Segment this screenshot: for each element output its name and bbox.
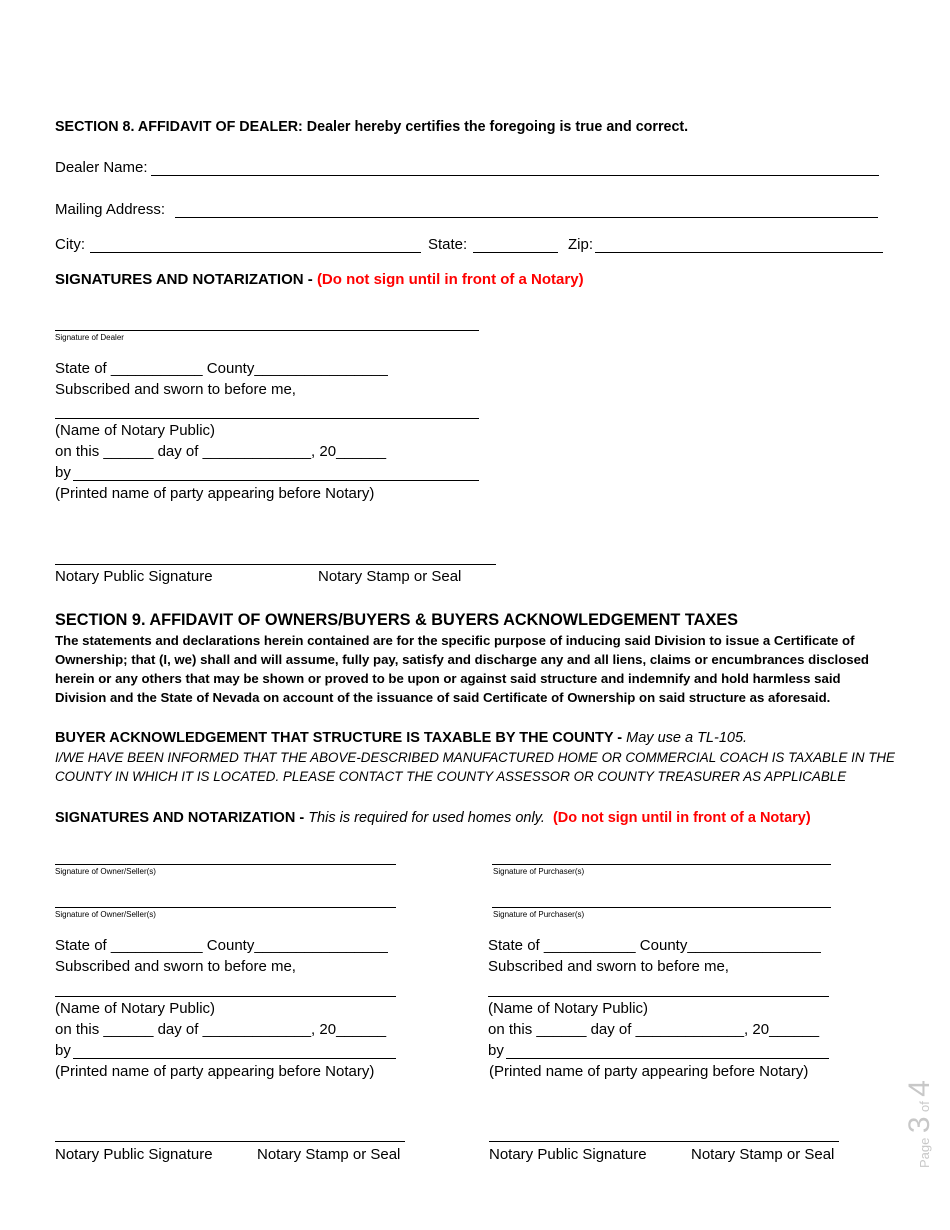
state-label: State:	[428, 236, 468, 253]
owner-notary-date-line: on this ______ day of _____________, 20______	[55, 1021, 387, 1038]
purchaser-notary-name-line[interactable]	[488, 996, 829, 997]
notary-public-signature-label: Notary Public Signature	[55, 568, 213, 585]
owner-notary-printed-name-label: (Printed name of party appearing before Notary)	[55, 1063, 375, 1080]
owner-signature-line-2[interactable]	[55, 907, 396, 908]
purchaser-signature-caption-1: Signature of Purchaser(s)	[493, 867, 585, 876]
purchaser-notary-subscribed: Subscribed and sworn to before me,	[488, 958, 729, 975]
state-field[interactable]	[473, 252, 558, 253]
purchaser-signature-line-1[interactable]	[492, 864, 831, 865]
purchaser-notary-stamp-label: Notary Stamp or Seal	[691, 1146, 835, 1163]
mailing-address-label: Mailing Address:	[55, 201, 166, 218]
owner-signature-line-1[interactable]	[55, 864, 396, 865]
mailing-address-field[interactable]	[175, 217, 878, 218]
owner-signature-caption-1: Signature of Owner/Seller(s)	[55, 867, 156, 876]
purchaser-notary-signature-line[interactable]	[489, 1141, 839, 1142]
notary-signature-line[interactable]	[55, 564, 496, 565]
owner-notary-name-line[interactable]	[55, 996, 396, 997]
buyer-ack-heading: BUYER ACKNOWLEDGEMENT THAT STRUCTURE IS TAXABLE BY THE COUNTY - May use a TL-105.	[55, 730, 748, 746]
owner-notary-state-county: State of ___________ County________________	[55, 937, 388, 954]
purchaser-notary-name-label: (Name of Notary Public)	[488, 1000, 649, 1017]
notary-printed-name-label: (Printed name of party appearing before Notary)	[55, 485, 375, 502]
zip-field[interactable]	[595, 252, 883, 253]
notary-name-label: (Name of Notary Public)	[55, 422, 216, 439]
buyer-ack-line1: I/WE HAVE BEEN INFORMED THAT THE ABOVE-DESCRIBED MANUFACTURED HOME OR COMMERCIAL COACH IS TAXABLE IN THE	[55, 750, 895, 765]
notary-by-label: by	[55, 464, 71, 481]
owner-notary-subscribed: Subscribed and sworn to before me,	[55, 958, 296, 975]
section9-heading: SECTION 9. AFFIDAVIT OF OWNERS/BUYERS & BUYERS ACKNOWLEDGEMENT TAXES	[55, 611, 738, 629]
section9-sig-heading: SIGNATURES AND NOTARIZATION - This is required for used homes only. (Do not sign until in front of a Notary)	[55, 810, 811, 826]
notary-state-county: State of ___________ County________________	[55, 360, 388, 377]
buyer-ack-line2: COUNTY IN WHICH IT IS LOCATED. PLEASE CONTACT THE COUNTY ASSESSOR OR COUNTY TREASURER AS APPLICABLE	[55, 769, 847, 784]
purchaser-notary-public-signature-label: Notary Public Signature	[489, 1146, 647, 1163]
purchaser-signature-caption-2: Signature of Purchaser(s)	[493, 910, 585, 919]
notary-name-line[interactable]	[55, 418, 479, 419]
city-label: City:	[55, 236, 85, 253]
purchaser-notary-by-field[interactable]	[506, 1058, 829, 1059]
owner-notary-name-label: (Name of Notary Public)	[55, 1000, 216, 1017]
owner-notary-by-field[interactable]	[73, 1058, 396, 1059]
purchaser-notary-state-county: State of ___________ County________________	[488, 937, 821, 954]
owner-notary-public-signature-label: Notary Public Signature	[55, 1146, 213, 1163]
section8-heading: SECTION 8. AFFIDAVIT OF DEALER: Dealer hereby certifies the foregoing is true and correct.	[55, 119, 689, 135]
owner-notary-signature-line[interactable]	[55, 1141, 405, 1142]
owner-notary-by-label: by	[55, 1042, 71, 1059]
dealer-name-label: Dealer Name:	[55, 159, 148, 176]
dealer-signature-line[interactable]	[55, 330, 479, 331]
notary-stamp-label: Notary Stamp or Seal	[318, 568, 462, 585]
section9-statement: The statements and declarations herein contained are for the specific purpose of inducing said Division to issue a Certificate of Ownership; that (I, we) shall and will assume, fully pay, satisfy and discharge any and all liens, claims or encumbrances disclosed herein or any others that may be shown or proved to be upon or against said structure and indemnify and hold harmless said Division and the State of Nevada on account of the issuance of said Certificate of Ownership on said structure as aforesaid.	[55, 633, 869, 705]
owner-signature-caption-2: Signature of Owner/Seller(s)	[55, 910, 156, 919]
notary-by-field[interactable]	[73, 480, 479, 481]
zip-label: Zip:	[568, 236, 594, 253]
purchaser-notary-printed-name-label: (Printed name of party appearing before Notary)	[489, 1063, 809, 1080]
purchaser-signature-line-2[interactable]	[492, 907, 831, 908]
dealer-signature-caption: Signature of Dealer	[55, 333, 124, 342]
notary-subscribed: Subscribed and sworn to before me,	[55, 381, 296, 398]
section8-sig-heading: SIGNATURES AND NOTARIZATION - (Do not sign until in front of a Notary)	[55, 271, 584, 288]
page-number: Page 3 of 4	[903, 1080, 936, 1168]
dealer-name-field[interactable]	[151, 175, 879, 176]
owner-notary-stamp-label: Notary Stamp or Seal	[257, 1146, 401, 1163]
purchaser-notary-date-line: on this ______ day of _____________, 20______	[488, 1021, 820, 1038]
notary-date-line: on this ______ day of _____________, 20______	[55, 443, 387, 460]
purchaser-notary-by-label: by	[488, 1042, 504, 1059]
city-field[interactable]	[90, 252, 421, 253]
